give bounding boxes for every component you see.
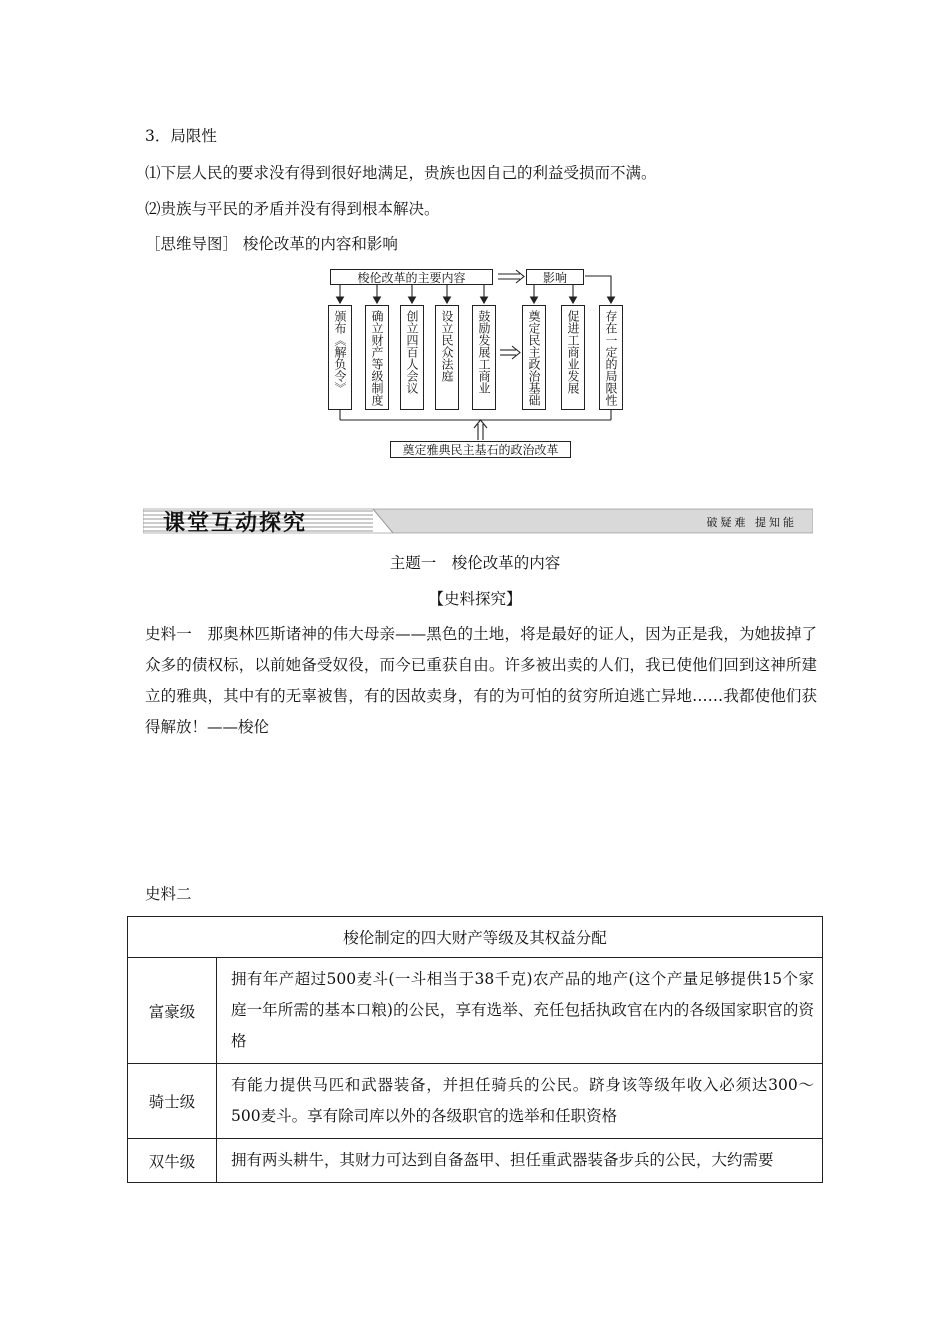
- topic-subheading: 【史料探究】: [428, 590, 522, 608]
- table-cell-desc: 拥有两头耕牛，其财力可达到自备盔甲、担任重武器装备步兵的公民，大约需要: [217, 1139, 823, 1183]
- table-cell-level: 富豪级: [128, 958, 217, 1064]
- mindmap-bottom-box: 奠定雅典民主基石的政治改革: [390, 441, 571, 458]
- topic-title: 主题一 梭伦改革的内容: [389, 554, 561, 572]
- mindmap-effect-box: 影响: [526, 269, 584, 285]
- content-box-commerce: 鼓励发展工商业: [472, 305, 496, 410]
- limitation-item-1: ⑴下层人民的要求没有得到很好地满足，贵族也因自己的利益受损而不满。: [145, 164, 657, 182]
- content-box-peoples-court: 设立民众法庭: [435, 305, 459, 410]
- source-2-label: 史料二: [145, 885, 192, 903]
- effect-box-commerce: 促进工商业发展: [561, 305, 585, 410]
- limitation-item-2: ⑵贵族与平民的矛盾并没有得到根本解决。: [145, 200, 440, 218]
- table-cell-level: 双牛级: [128, 1139, 217, 1183]
- table-row: [128, 1064, 823, 1139]
- table-row: [128, 958, 823, 1064]
- table-row: [128, 1139, 823, 1183]
- property-class-table: [127, 916, 823, 1183]
- effect-box-limitation: 存在一定的局限性: [599, 305, 623, 410]
- table-caption: 梭伦制定的四大财产等级及其权益分配: [128, 917, 823, 958]
- table-cell-desc: 有能力提供马匹和武器装备，并担任骑兵的公民。跻身该等级年收入必须达300～500麦斗。享有除司库以外的各级职官的选举和任职资格: [217, 1064, 823, 1139]
- mindmap-main-box: 梭伦改革的主要内容: [330, 269, 493, 285]
- content-box-council-400: 创立四百人会议: [400, 305, 424, 410]
- content-box-property-class: 确立财产等级制度: [365, 305, 389, 410]
- banner-subtitle: 破疑难 提知能: [706, 516, 797, 529]
- table-cell-level: 骑士级: [128, 1064, 217, 1139]
- table-cell-desc: 拥有年产超过500麦斗(一斗相当于38千克)农产品的地产(这个产量足够提供15个家庭一年所需的基本口粮)的公民，享有选举、充任包括执政官在内的各级国家职官的资格: [217, 958, 823, 1064]
- source-1-text: 史料一 那奥林匹斯诸神的伟大母亲——黑色的土地，将是最好的证人，因为正是我，为她拔掉了众多的债权标，以前她备受奴役，而今已重获自由。许多被出卖的人们，我已使他们回到这神所建立的雅典，其中有的无辜被售，有的因故卖身，有的为可怕的贫穷所迫逃亡异地……我都使他们获得解放！——梭伦: [145, 625, 817, 736]
- table-caption-row: [128, 917, 823, 958]
- effect-box-democracy: 奠定民主政治基础: [522, 305, 546, 410]
- section-heading: 3．局限性: [145, 127, 217, 145]
- banner-title: 课堂互动探究: [163, 510, 308, 536]
- section-banner: [143, 505, 813, 535]
- mindmap-caption: ［思维导图］ 梭伦改革的内容和影响: [145, 235, 398, 253]
- content-box-debt-relief: 颁布《解负令》: [328, 305, 352, 410]
